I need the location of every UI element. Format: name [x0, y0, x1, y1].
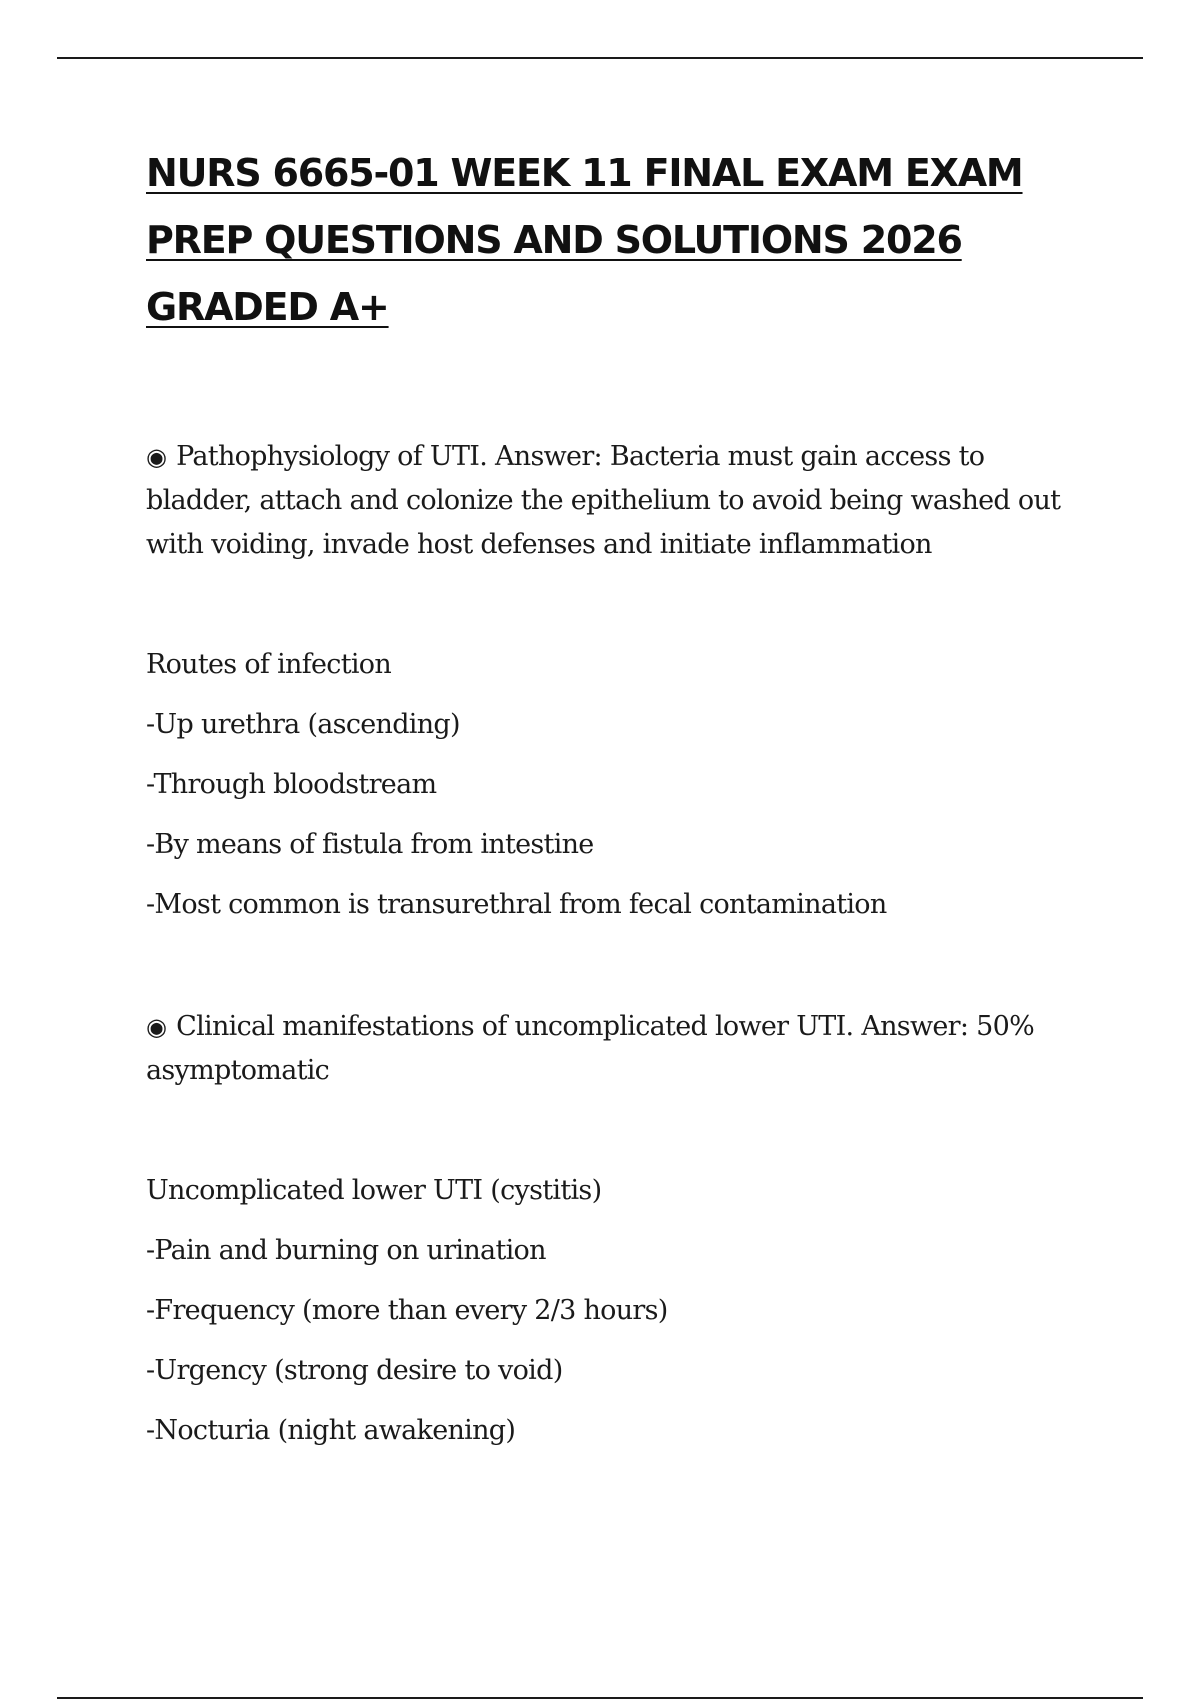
list-item: -Pain and burning on urination [146, 1235, 546, 1266]
question-pathophysiology [146, 435, 1096, 567]
list-item: -Nocturia (night awakening) [146, 1415, 516, 1446]
question-text: Clinical manifestations of uncomplicated lower UTI. Answer: 50% asymptomatic [146, 1011, 1035, 1086]
list-item: -By means of fistula from intestine [146, 829, 594, 860]
list-item: -Most common is transurethral from fecal contamination [146, 889, 887, 920]
uncomplicated-heading: Uncomplicated lower UTI (cystitis) [146, 1175, 602, 1206]
question-text: Pathophysiology of UTI. Answer: Bacteria must gain access to bladder, attach and colonize the epithelium to avoid being washed out with voiding, invade host defenses and initiate inflammation [146, 441, 1061, 560]
question-clinical-manifestations [146, 1005, 1096, 1093]
bullet-icon: ◉ [146, 443, 167, 471]
bottom-rule [57, 1697, 1143, 1699]
top-rule [57, 57, 1143, 59]
list-item: -Up urethra (ascending) [146, 709, 460, 740]
document-title: NURS 6665-01 WEEK 11 FINAL EXAM EXAM PREP QUESTIONS AND SOLUTIONS 2026 GRADED A+ [146, 151, 1023, 329]
list-item: -Urgency (strong desire to void) [146, 1355, 563, 1386]
document-body [146, 140, 1096, 1469]
list-item: -Frequency (more than every 2/3 hours) [146, 1295, 668, 1326]
bullet-icon: ◉ [146, 1013, 167, 1041]
routes-heading: Routes of infection [146, 649, 392, 680]
list-item: -Through bloodstream [146, 769, 437, 800]
